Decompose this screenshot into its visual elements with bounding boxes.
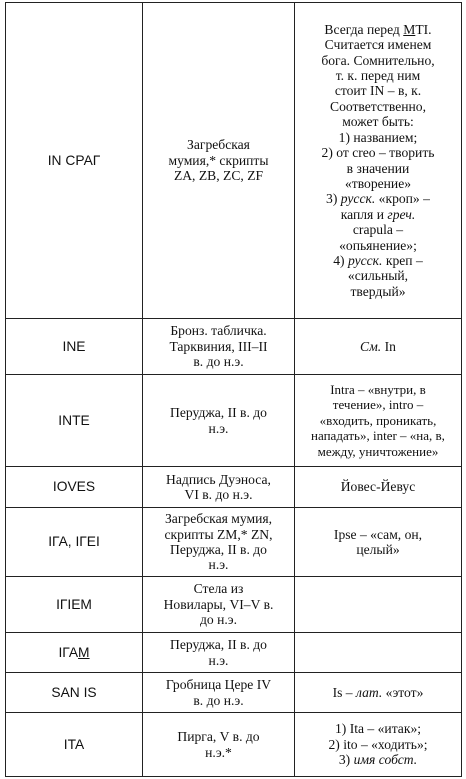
etruscan-word-table	[5, 2, 462, 777]
word-cell: ITA	[6, 713, 143, 777]
source-cell: Бронз. табличка. Тарквиния, III–II в. до н.э.	[143, 319, 295, 375]
word-cell: SAN IS	[6, 673, 143, 713]
source-cell: Загребская мумия, скрипты ZM,* ZN, Перуджа, II в. до н.э.	[143, 508, 295, 577]
note-cell: См. In	[295, 319, 462, 375]
note-cell: Intra – «внутри, в течение», intro – «входить, проникать, нападать», inter – «на, в, между, уничтожение»	[295, 375, 462, 467]
table-row	[6, 633, 462, 673]
table-row	[6, 577, 462, 633]
table-row	[6, 508, 462, 577]
note-cell: Йовес-Йевус	[295, 467, 462, 508]
note-cell: Всегда перед МTI. Считается именем бога. Сомнительно, т. к. перед ним стоит IN – в, к. Соответственно, может быть: 1) названием; 2) от creo – творить в значении «творение» 3) русск. «кроп» – капля и греч. crapula – «опьянение»; 4) русск. креп – «сильный, твердый»	[295, 3, 462, 319]
word-cell: IГIЕМ	[6, 577, 143, 633]
source-cell: Загребская мумия,* скрипты ZA, ZB, ZC, ZF	[143, 3, 295, 319]
source-cell: Надпись Дуэноса, VI в. до н.э.	[143, 467, 295, 508]
table-row	[6, 467, 462, 508]
note-cell: 1) Ita – «итак»; 2) ito – «ходить»; 3) имя собст.	[295, 713, 462, 777]
note-cell	[295, 633, 462, 673]
source-cell: Перуджа, II в. до н.э.	[143, 633, 295, 673]
table-row	[6, 319, 462, 375]
note-cell	[295, 577, 462, 633]
source-cell: Гробница Цере IV в. до н.э.	[143, 673, 295, 713]
word-cell: INE	[6, 319, 143, 375]
note-cell: Ipse – «сам, он, целый»	[295, 508, 462, 577]
table-row	[6, 3, 462, 319]
table-row	[6, 375, 462, 467]
word-cell: IГА, IГЕI	[6, 508, 143, 577]
word-cell: IГАМ	[6, 633, 143, 673]
source-cell: Стела из Новилары, VI–V в. до н.э.	[143, 577, 295, 633]
word-cell: IOVES	[6, 467, 143, 508]
source-cell: Пирга, V в. до н.э.*	[143, 713, 295, 777]
note-cell: Is – лат. «этот»	[295, 673, 462, 713]
table-row	[6, 713, 462, 777]
source-cell: Перуджа, II в. до н.э.	[143, 375, 295, 467]
word-cell: IN СРАГ	[6, 3, 143, 319]
word-cell: INTE	[6, 375, 143, 467]
table-row	[6, 673, 462, 713]
